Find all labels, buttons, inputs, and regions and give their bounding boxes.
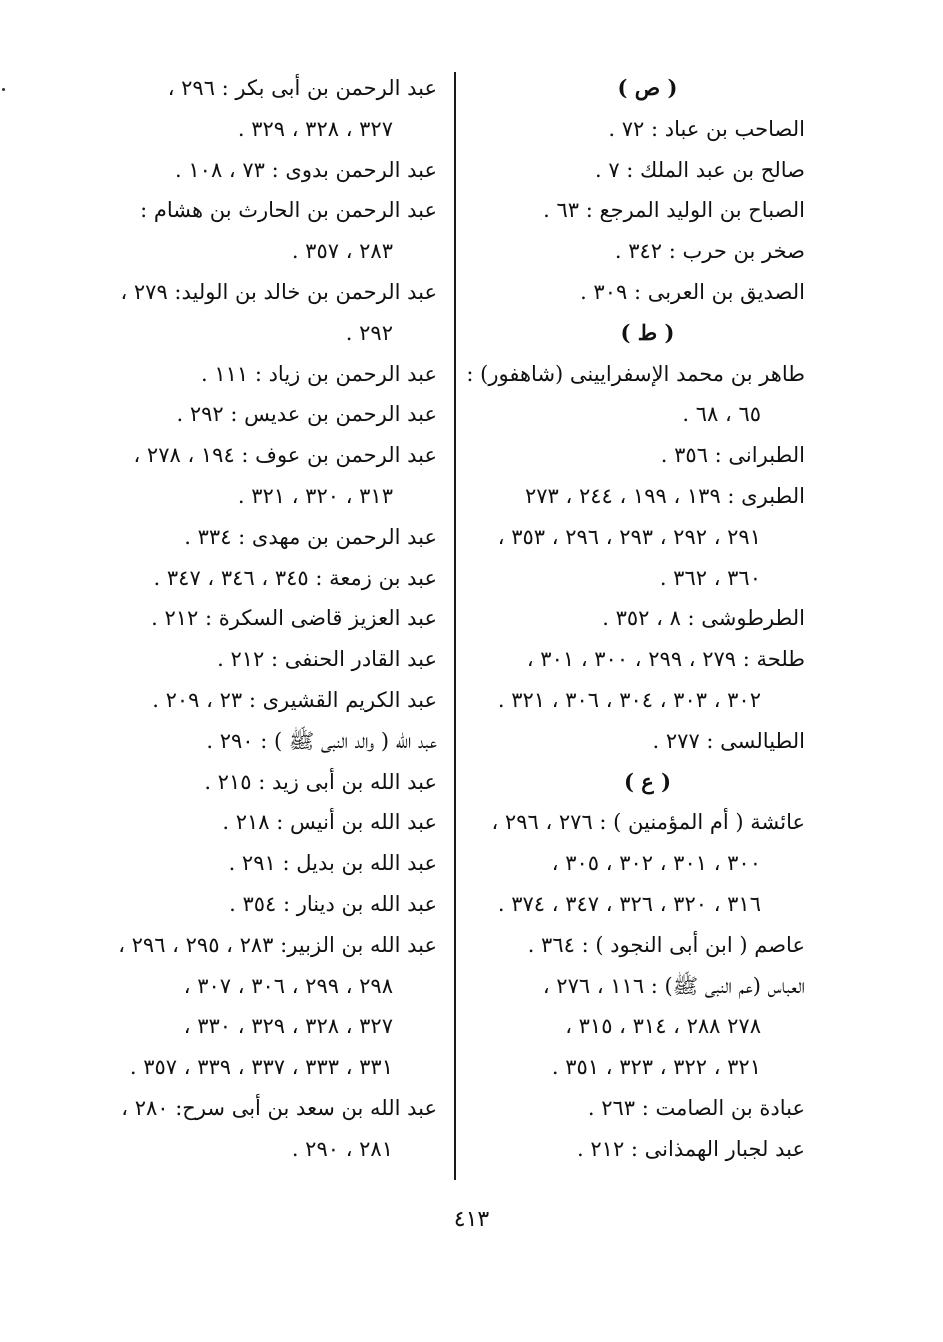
index-entry: عبد الله بن سعد بن أبى سرح: ٢٨٠ ، xyxy=(121,1095,437,1120)
index-entry: الصباح بن الوليد المرجع : ٦٣ . xyxy=(543,198,805,223)
index-entry-continuation: ٣١٣ ، ٣٢٠ ، ٣٢١ . xyxy=(237,483,393,508)
index-entry: عبادة بن الصامت : ٢٦٣ . xyxy=(587,1095,805,1120)
index-entry: الطيالسى : ٢٧٧ . xyxy=(652,728,805,753)
index-entry: عبد بن زمعة : ٣٤٥ ، ٣٤٦ ، ٣٤٧ . xyxy=(153,565,437,590)
index-entry: عبد الرحمن بن مهدى : ٣٣٤ . xyxy=(184,524,437,549)
index-entry: عبد الرحمن بن عوف : ١٩٤ ، ٢٧٨ ، xyxy=(133,443,437,468)
index-entry: عبد الله بن الزبير: ٢٨٣ ، ٢٩٥ ، ٢٩٦ ، xyxy=(118,932,437,957)
index-entry-continuation: ٣٢٧ ، ٣٢٨ ، ٣٢٩ ، ٣٣٠ ، xyxy=(183,1014,393,1039)
index-entry: صخر بن حرب : ٣٤٢ . xyxy=(614,239,805,264)
index-entry: الصاحب بن عباد : ٧٢ . xyxy=(608,116,805,141)
scan-mark xyxy=(2,88,5,91)
index-entry: عبد الرحمن بدوى : ٧٣ ، ١٠٨ . xyxy=(175,157,437,182)
index-entry: عاصم ( ابن أبى النجود ) : ٣٦٤ . xyxy=(527,932,805,957)
index-entry-continuation: ٢٩٢ . xyxy=(345,320,393,345)
index-entry: عبد الرحمن بن أبى بكر : ٢٩٦ ، xyxy=(167,76,437,100)
index-entry: عبد الله بن بديل : ٢٩١ . xyxy=(228,851,437,876)
index-entry: عبد القادر الحنفى : ٢١٢ . xyxy=(217,647,437,672)
index-entry-continuation: ٣٦٠ ، ٣٦٢ . xyxy=(659,565,761,590)
index-entry: عبد الكريم القشيرى : ٢٣ ، ٢٠٩ . xyxy=(152,687,437,712)
index-entry: عائشة ( أم المؤمنين ) : ٢٧٦ ، ٢٩٦ ، xyxy=(491,810,805,835)
index-section-heading: ( ع ) xyxy=(623,768,672,794)
index-entry-continuation: ٣٠٠ ، ٣٠١ ، ٣٠٢ ، ٣٠٥ ، xyxy=(551,851,761,876)
index-entry-continuation: ٣١٦ ، ٣٢٠ ، ٣٢٦ ، ٣٤٧ ، ٣٧٤ . xyxy=(497,891,761,916)
index-entry: صالح بن عبد الملك : ٧ . xyxy=(594,157,805,182)
index-entry: عبد الله بن دينار : ٣٥٤ . xyxy=(229,891,437,916)
index-entry: طاهر بن محمد الإسفرايينى (شاهفور) : xyxy=(466,361,805,386)
page-number: ٤١٣ xyxy=(453,1207,490,1232)
index-section-heading: ( ط ) xyxy=(620,319,675,345)
index-entry-continuation: ٢٩١ ، ٢٩٢ ، ٢٩٣ ، ٢٩٦ ، ٣٥٣ ، xyxy=(497,524,761,549)
index-entry-continuation: ٢٩٨ ، ٢٩٩ ، ٣٠٦ ، ٣٠٧ ، xyxy=(183,973,393,998)
index-entry-continuation: ٣٠٢ ، ٣٠٣ ، ٣٠٤ ، ٣٠٦ ، ٣٢١ . xyxy=(497,687,761,712)
index-entry: عبد الرحمن بن خالد بن الوليد: ٢٧٩ ، xyxy=(120,279,437,304)
index-entry: عبد الرحمن بن زياد : ١١١ . xyxy=(200,361,437,386)
index-column-right xyxy=(460,68,805,1170)
index-entry: عبد لجبار الهمذانى : ٢١٢ . xyxy=(577,1136,805,1161)
index-entry: عبد الرحمن بن عديس : ٢٩٢ . xyxy=(176,402,437,427)
index-column-left xyxy=(97,68,437,1170)
index-section-heading: ( ص ) xyxy=(617,75,678,100)
index-entry: عبد الله بن أنيس : ٢١٨ . xyxy=(222,810,437,835)
index-entry-continuation: ٣٢٧ ، ٣٢٨ ، ٣٢٩ . xyxy=(237,116,393,141)
index-entry: الصديق بن العربى : ٣٠٩ . xyxy=(580,279,805,304)
index-entry: الطبرانى : ٣٥٦ . xyxy=(660,443,805,468)
index-entry-continuation: ٣٣١ ، ٣٣٣ ، ٣٣٧ ، ٣٣٩ ، ٣٥٧ . xyxy=(129,1055,393,1080)
index-entry-continuation: ٣٢١ ، ٣٢٢ ، ٣٢٣ ، ٣٥١ . xyxy=(551,1055,761,1080)
index-entry: عبد الله ( والد النبى ﷺ ) : ٢٩٠ . xyxy=(206,728,437,753)
index-entry: الطرطوشى : ٨ ، ٣٥٢ . xyxy=(602,606,805,631)
index-entry: عبد الله بن أبى زيد : ٢١٥ . xyxy=(204,769,437,794)
index-entry: الطبرى : ١٣٩ ، ١٩٩ ، ٢٤٤ ، ٢٧٣ xyxy=(524,483,805,508)
column-divider xyxy=(454,72,456,1180)
index-entry-continuation: ٦٥ ، ٦٨ . xyxy=(682,402,761,427)
index-entry: العباس (عم النبى ﷺ) : ١١٦ ، ٢٧٦ ، xyxy=(542,973,805,998)
index-entry: عبد العزيز قاضى السكرة : ٢١٢ . xyxy=(151,606,437,631)
index-entry-continuation: ٢٨٣ ، ٣٥٧ . xyxy=(291,239,393,264)
index-entry-continuation: ٢٧٨ ٢٨٨ ، ٣١٤ ، ٣١٥ ، xyxy=(565,1014,761,1039)
index-entry-continuation: ٢٨١ ، ٢٩٠ . xyxy=(291,1136,393,1161)
index-entry: طلحة : ٢٧٩ ، ٢٩٩ ، ٣٠٠ ، ٣٠١ ، xyxy=(526,647,805,672)
index-entry: عبد الرحمن بن الحارث بن هشام : xyxy=(140,198,437,223)
